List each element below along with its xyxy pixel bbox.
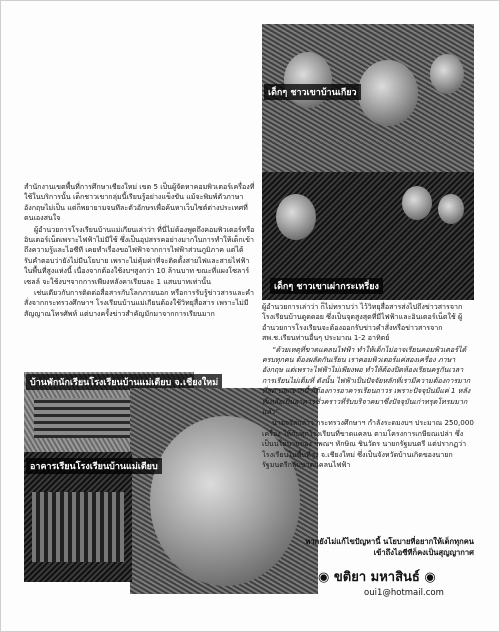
article-column-right [262,302,474,472]
photo-caption: เด็กๆ ชาวเขาบ้านเกียว [264,84,361,100]
child-face [402,186,432,220]
article-paragraph: สำนักงานเขตพื้นที่การศึกษาเชียงใหม่ เขต 5 เป็นผู้จัดหาคอมพิวเตอร์เครื่องที่ใช้ในบริการนั้น เด็กชาวเขากลุ่มนี้เรียนรู้อย่างแข็งขัน แม้จะพิมพ์ตัวภาษาอังกฤษไม่เป็น แต่ก็พยายามจนทีละตัวอักษรเพื่อค้นหาเว็บไซต์ต่างประเทศที่ตนเองสนใจ [24,182,255,223]
child-face [276,194,316,240]
karen-children-photo [262,172,474,300]
child-face [430,54,464,94]
photo-caption: อาคารเรียนโรงเรียนบ้านแม่เตียบ [26,458,162,474]
article-paragraph: เช่นเดียวกับการติดต่อสื่อสารกับโลกภายนอก หรือการรับรู้ข่าวสารและคำสั่งจากกระทรวงศึกษาฯ โรงเรียนบ้านแม่เกียนต้องใช้วิทยุสื่อสาร เพราะไม่มีสัญญาณโทรศัพท์ แต่บางครั้งข่าวสำคัญมักมาจากการเรียนมาก [24,288,255,318]
article-paragraph: ผู้อำนวยการเล่าว่า ก็ไม่ทราบว่า ไว้วิทยุสื่อสารส่งไปถึงข่าวสารจากโรงเรียนบ้านดูดดอย ซึ่งเป็นจุดสูงสุดที่มีไฟฟ้าและอินเตอร์เน็ตใช้ ผู้อำนวยการโรงเรียนจะต้องออกรับข่าวคำสั่งหรือข่าวสารจาก สพ.ช.เรียนท่านอื่นๆ ประมาณ 1-2 อาทิตย์ [262,302,463,343]
child-face [438,194,464,224]
photo-caption: บ้านพักนักเรียนโรงเรียนบ้านแม่เตียบ จ.เชียงใหม่ [26,374,222,390]
children-photo-top [262,24,474,172]
article-paragraph: นายจรัสกล่าว กระทรวงศึกษาฯ กำลังระดมงบฯ ประมาณ 250,000 เครื่อง ให้กับทุกโรงเรียนที่ขาดแคลน ตามโครงการเกษียณเปล่า ซึ่งเป็นนโยบายของ ฯพณฯ ทักษิณ ชินวัตร นายกรัฐมนตรี แต่ปรากฏว่าโรงเรียนในพื้นที่สูง จ.เชียงใหม่ ซึ่งเป็นจังหวัดบ้านเกิดของนายกรัฐมนตรีกลับขาดแคลนไฟฟ้า [262,418,474,470]
article-paragraph: ผู้อำนวยการโรงเรียนบ้านแม่เกียนเล่าว่า ที่นี่ไม่ต้องพูดถึงคอมพิวเตอร์หรืออินเตอร์เน็ตเพราะไฟฟ้าไม่มีใช้ ซึ่งเป็นอุปสรรคอย่างมากในการทำให้เด็กเข้าถึงความรู้และไอซีที เคยทำเรื่องขอไฟฟ้าจากการไฟฟ้าส่วนภูมิภาค แต่ได้รับคำตอบว่ายังไม่มีนโยบาย เพราะไม่คุ้มค่าที่จะติดตั้งสายไฟและสายไฟฟ้า ในพื้นที่สูงแห่งนี้ เนื่องจากต้องใช้งบฯสูงกว่า 10 ล้านบาท ขณะที่แผงโซลาร์เซลล์ จะใช้งบฯจากการเพียงหลังคาเรียนละ 1 แสนบาทเท่านั้น [24,224,255,286]
article-column-left [24,182,256,320]
child-face [358,60,418,126]
article-quote: “ด้วยเหตุที่ขาดแคลนไฟฟ้า ทำให้เด็กไม่อาจเรียนคอมพิวเตอร์ได้ครบทุกคน ต้องผลัดกันเรียน เราคอมพิวเตอร์แค่สองเครื่อง ภาษาอังกฤษ แต่เพราะไฟฟ้าไม่เพียงพอ ทำให้ต้องปิดห้องเรียนครูกันเวลา การเรียนไม่เต็มที่ ดังนั้น ไฟฟ้าเป็นปัจจัยหลักที่เรามีความต้องการมากที่สุด นอกจากนี้ ก็ต้องการอาคารเรียนถาวร เพราะปัจจุบันมีแค่ 1 หลัง ที่เหลือเป็นอาคารชั่วคราวที่รับบริจาคมาซึ่งปัจจุบันเก่าทรุดโทรมมากแล้ว” [262,344,471,417]
photo-caption: เด็กๆ ชาวเขาเผ่ากระเหรี่ยง [270,278,383,294]
closing-note: หากยังไม่แก้ไขปัญหานี้ นโยบายที่อยากให้เด็กทุกคนเข้าถึงไอซีทีก็คงเป็นสุญญากาศ [305,537,474,557]
school-building-photo [24,452,158,582]
author-name: ◉ ขติยา มหาสินธ์ ◉ [318,570,436,585]
building-shape [32,492,124,562]
author-email: oui1@hotmail.com [364,588,444,598]
